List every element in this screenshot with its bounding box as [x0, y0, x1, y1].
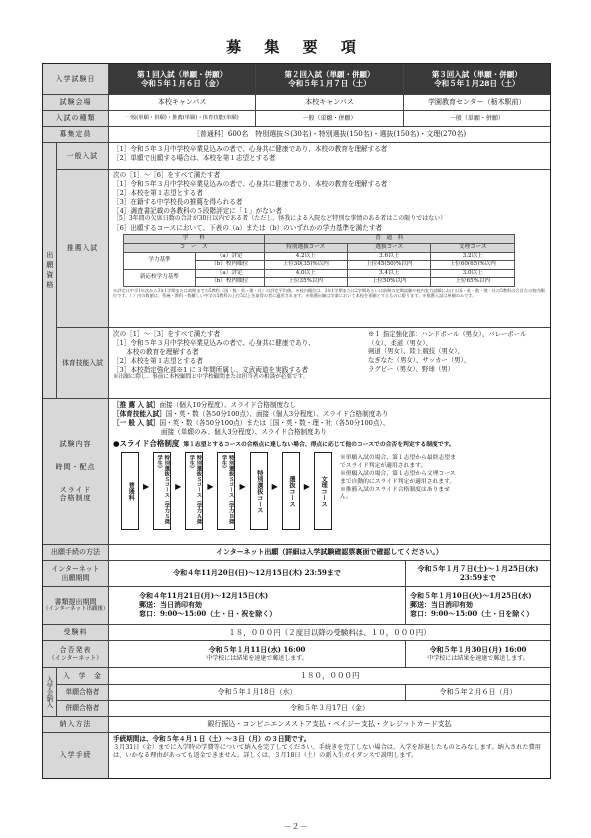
arrow-icon: ▶ — [143, 482, 150, 492]
docs-lab: 書類提出期間 — [54, 597, 97, 606]
content-line — [113, 401, 546, 410]
qual-recommend — [57, 169, 550, 327]
d: 令和５年１月10日(火)～1月25日(水) — [410, 591, 532, 601]
lab-admit-single: 単願合格者 — [57, 685, 109, 700]
slide-title: ●スライド合格制度 — [113, 438, 180, 448]
type-1: 一般(単願・併願)・推薦(単願)・体育技能(単願) — [125, 115, 239, 122]
ath-line-5: ※出願に際し、事前に本校顧問と中学校顧問または担当者の相談が必要です。 — [113, 374, 309, 381]
th-col-3: 文理コース — [431, 243, 515, 252]
arrow-icon: ▶ — [303, 482, 310, 492]
label-recommend: 推薦入試 — [57, 170, 109, 327]
cell: 上位45(50)%以内 — [347, 261, 430, 270]
row-venue — [43, 94, 550, 110]
row-content — [43, 398, 550, 544]
row-result — [43, 640, 550, 667]
pay-value: 銀行振込・コンビニエンスストア支払・ペイジー支払・クレジットカード支払 — [207, 720, 452, 729]
docs-2 — [405, 587, 550, 624]
method-value: インターネット出願（詳細は入学試験確認票裏面で確認してください。） — [216, 547, 443, 557]
label-method: 出願手続の方法 — [43, 545, 109, 560]
r: 令和５年１月11日(水) 16:00 — [208, 644, 306, 654]
row-net — [43, 560, 550, 586]
cell: （b）校内順位 — [195, 278, 264, 287]
slide-note: ※推薦入試のスライド合格制度はありません。 — [339, 486, 450, 501]
admission-table — [42, 63, 551, 779]
r: 中学校には結果を速達で郵送します。 — [427, 654, 529, 662]
cell: 3.2以上 — [431, 252, 515, 261]
th-general: 普 通 科 — [264, 235, 515, 244]
res-lab: 合否発表 — [59, 645, 92, 654]
round-2-name: 第２回入試（単願・併願） — [284, 69, 375, 79]
general-line-1: ［1］令和５年３月中学校卒業見込みの者で、心身共に健康であり、本校の教育を理解する者 — [113, 145, 388, 153]
proc-text — [109, 733, 550, 778]
label-docs — [43, 587, 109, 624]
admit-single-a: 令和５年１月18日（水） — [217, 688, 297, 697]
label-qualifications: 出願資格 — [43, 143, 57, 398]
rec-line-5: ［5］3年間の欠席日数の合計が30日以内である者（ただし、怪我による入院など特別な事情のある者はこの限りではない） — [113, 215, 447, 223]
rec-line-6: ［6］出願するコースにおいて、下表の（a）または（b）のいずれかの学力基準を満たす者 — [113, 223, 383, 232]
cell: 3.4以上 — [347, 269, 430, 278]
general-text — [109, 143, 391, 169]
slide-note: ※単願入試の場合、第１志望から最終志望までスライド判定が適用されます。 — [339, 455, 456, 470]
row-fee — [43, 624, 550, 640]
label-types: 入試の種類 — [43, 111, 109, 126]
label-capacity: 募集定員 — [43, 127, 109, 142]
row-exam-date — [43, 64, 550, 94]
d: 窓口：9:00～15:00（土・日を除く） — [410, 608, 534, 618]
round-3-date: 令和５年１月28日（土） — [434, 79, 520, 88]
type-3: 一般（単願・併願） — [403, 111, 550, 126]
row-capacity — [43, 126, 550, 142]
label-admit-side: 入学金納入 — [43, 668, 57, 716]
round-2-date: 令和５年１月７日（土） — [288, 79, 371, 88]
net-2b: 23:59まで — [459, 572, 497, 582]
ath-side-3: ラグビー（男女）、野球（男） — [368, 364, 455, 373]
ath-side-1: 剣道（男女）、陸上競技（男女）、 — [368, 347, 464, 356]
round-1 — [109, 64, 255, 94]
academic-criteria-table — [123, 234, 515, 286]
label-fee: 受験料 — [43, 625, 109, 640]
admit-double-value: 令和５年３月17日（金） — [290, 704, 369, 713]
athletic-text — [109, 328, 364, 398]
content-desc: 国・英・数（各50分100点）、面接（個人3分程度）、スライド合格制度あり — [165, 409, 389, 418]
row-admit — [43, 667, 550, 716]
cell: 4.2以上 — [264, 252, 347, 261]
flow-box: 特別選抜Ｓコース（学力Ｓ奨学生） — [153, 452, 171, 530]
cell: 3.6以上 — [347, 252, 430, 261]
label-venue: 試験会場 — [43, 95, 109, 110]
d: 郵送：当日消印有効 — [410, 600, 473, 610]
capacity-value: ［普通科］600名 特別選抜Ｓ(30名)・特別選抜(150名)・選抜(150名)・文理(270名) — [192, 130, 467, 139]
row-qualifications — [43, 142, 550, 398]
content-desc: 面接（単願のみ、個人3分程度）、スライド合格制度あり — [161, 427, 327, 436]
general-line-2: ［2］単願で出願する場合は、本校を第１志望とする者 — [113, 153, 276, 162]
cell: 上位60(65)%以内 — [431, 261, 515, 270]
rec-line-0: 次の［1］～［6］をすべて満たす者 — [113, 171, 221, 179]
flow-box: 普通科 — [121, 452, 139, 530]
d: 郵送：当日消印有効 — [139, 600, 202, 610]
rec-line-1: ［1］令和５年３月中学校卒業見込みの者で、心身共に健康であり、本校の教育を理解する者 — [113, 179, 388, 188]
label-athletic: 体育技能入試 — [57, 328, 109, 398]
label-result — [43, 641, 109, 667]
group-2: 新応校学力基準 — [124, 269, 196, 286]
page-number: －２－ — [283, 822, 308, 831]
row-docs — [43, 586, 550, 624]
arrow-icon: ▶ — [239, 482, 246, 492]
cell: 上位50%以内 — [347, 278, 430, 287]
round-1-date: 令和５年１月６日（金） — [140, 79, 224, 88]
proc-line-1: 手続期間は、令和５年４月１日（土）～３日（月）の３日間です。 — [113, 735, 311, 743]
cell: 上位35%以内 — [264, 278, 347, 287]
admit-fee — [57, 668, 550, 684]
round-3 — [403, 64, 550, 94]
content-tag: ［一 般 入 試］ — [113, 418, 160, 427]
label-proc: 入学手続 — [43, 733, 109, 778]
th-col-2: 選抜コース — [347, 243, 430, 252]
ath-side-2: なぎなた（男女）、サッカー（男）、 — [368, 355, 471, 364]
content-tag: ［推 薦 入 試］ — [113, 401, 160, 409]
result-2 — [405, 641, 550, 667]
flow-box: 文理コース — [314, 452, 332, 530]
label-exam-date: 入学試験日 — [43, 64, 109, 94]
cell: 上位65%以内 — [431, 278, 515, 287]
flow-box: 特別選抜Ｓコース（学力Ｂ奨学生） — [217, 452, 235, 530]
label-general: 一般入試 — [57, 143, 109, 169]
arrow-icon: ▶ — [271, 482, 278, 492]
flow-box: 特別選抜コース — [250, 452, 268, 530]
content-line — [113, 419, 546, 428]
docs-sub: （インターネット出願後） — [43, 606, 109, 613]
arrow-icon: ▶ — [207, 482, 214, 492]
slide-desc: 第１志望とするコースの合格点に達しない場合、得点に応じて他のコースでの合否を判定する制度です。 — [183, 441, 455, 448]
cell: （b）校内順位 — [195, 261, 264, 270]
venue-1: 本校キャンパス — [157, 98, 207, 107]
athletic-side — [364, 328, 550, 398]
round-1-name: 第１回入試（単願・併願） — [137, 69, 228, 79]
qual-athletic — [57, 327, 550, 398]
d: 窓口：9:00～15:00（土・日・祝を除く） — [139, 608, 277, 618]
content-tag: ［体育技能入試］ — [113, 409, 166, 418]
criteria-note: ※評定は中学1年次から3年1学期または前期までの5教科（国・数・英・理・社）の評定平均値。※校内順位は、3年1学期または2学期あるいは前期の定期試験や校内実力試験における国・英・数・理・社の5教科の合計点の校内順位です。（ ）内の数値は、系統・教科・数難しい中学の5教科の上位5以上を取得の者に適用されます。※推薦出願は学業において本校を専願とするものに限ります。※推薦入試は単願のみです。 — [113, 287, 545, 298]
cell: （a）評定 — [195, 252, 264, 261]
lab-admit-double: 併願合格者 — [57, 701, 109, 716]
lab-content-4: 合格制度 — [59, 494, 92, 503]
fee-value: １８，０００円（２度目以降の受験料は、１０，０００円） — [228, 627, 431, 637]
arrow-icon: ▶ — [175, 482, 182, 492]
admit-double — [57, 700, 550, 716]
ath-line-2: 本校の教育を理解する者 — [113, 347, 199, 356]
round-2 — [255, 64, 402, 94]
group-1: 学力基準 — [124, 252, 196, 269]
page-title: 募 集 要 項 — [226, 38, 365, 56]
r: 令和５年１月30日(月) 16:00 — [429, 644, 527, 654]
content-desc: 国・英・数（各50分100点）または［国・英・数・理・社（各50分100点）、 — [159, 418, 390, 427]
r: 中学校には結果を速達で郵送します。 — [206, 654, 308, 662]
res-sub: （インターネット） — [48, 654, 103, 662]
th-col-1: 特別選抜コース — [264, 243, 347, 252]
net-period-2 — [405, 561, 550, 586]
ath-line-4: ［3］本校指定強化部※1 に３年間所属し、文武両道を実践する者 — [113, 365, 309, 374]
venue-3: 学園教育センター（栃木駅前） — [403, 95, 550, 110]
rec-line-3: ［3］在籍する中学校長の推薦を得られる者 — [113, 197, 243, 206]
content-desc: 面接（個人10分程度）、スライド合格制度なし — [159, 401, 297, 409]
rec-line-4: ［4］調査書記載の各教科の５段階評定に「１」がない者 — [113, 206, 283, 215]
recommend-text — [109, 170, 550, 327]
round-3-name: 第３回入試（単願・併願） — [431, 69, 522, 79]
flow-box: 特別選抜Ｓコース（学力Ａ奨学生） — [185, 452, 203, 530]
cell: （a）評定 — [195, 269, 264, 278]
admit-fee-value: １８０，０００円 — [299, 671, 360, 681]
slide-notes — [340, 455, 458, 530]
lab-content-1: 試験内容 — [59, 440, 92, 448]
rec-line-2: ［2］本校を第１志望とする者 — [113, 188, 203, 197]
ath-line-3: ［2］本校を第１志望とする者 — [113, 356, 203, 365]
venue-2: 本校キャンパス — [255, 95, 402, 110]
net-period-1: 令和４年11月20日(日)～12月15日(木) 23:59まで — [173, 568, 341, 578]
th-course: コ ー ス — [124, 243, 265, 252]
lab-content-2: 時間・配点 — [55, 462, 96, 471]
label-content — [43, 399, 109, 544]
admit-single-b: 令和５年２月６日（月） — [405, 685, 550, 700]
ath-line-0: 次の［1］～［3］をすべて満たす者 — [113, 330, 221, 338]
admit-single — [57, 684, 550, 700]
th-subject: 学 科 — [124, 235, 265, 244]
label-net: インターネット出願期間 — [43, 561, 109, 586]
row-proc — [43, 732, 550, 778]
content-line — [113, 410, 546, 419]
slide-flow — [121, 452, 332, 530]
content-body — [109, 399, 550, 544]
proc-line-2: ３月31日（金）までに入学時の学費等について納入を完了してください。手続きを完了しない場合は、入学を辞退したものとみなします。納入された費用は、いかなる理由があっても返金できません。詳しくは、３月18日（土）の新入生ガイダンスで説明します。 — [113, 743, 541, 760]
row-method — [43, 544, 550, 560]
cell: 3.0以上 — [431, 269, 515, 278]
type-2: 一般（単願・併願） — [255, 111, 402, 126]
d: 令和４年11月21日(月)～12月15日(木) — [139, 591, 269, 601]
cell: 4.0以上 — [264, 269, 347, 278]
lab-admit-fee: 入 学 金 — [57, 668, 109, 684]
cell: 上位30(35)%以内 — [264, 261, 347, 270]
flow-box: 選抜コース — [282, 452, 300, 530]
result-1 — [109, 641, 405, 667]
net-2a: 令和５年１月７日(土)～１月25日(水) — [417, 563, 539, 573]
label-pay: 納入方法 — [43, 717, 109, 732]
row-types — [43, 110, 550, 126]
ath-side-0: ※１ 指定強化部：ハンドボール（男女）、バレーボール（女）、柔道（男女）、 — [368, 330, 527, 347]
slide-note: ※併願入試の場合、第１志望から文理コースまで自動的にスライド判定が適用されます。 — [339, 471, 456, 485]
qual-general — [57, 143, 550, 169]
ath-line-1: ［1］令和５年３月中学校卒業見込みの者で、心身共に健康であり、 — [113, 338, 315, 347]
docs-1 — [109, 587, 405, 624]
row-pay — [43, 716, 550, 732]
lab-content-3: スライド — [59, 485, 92, 494]
